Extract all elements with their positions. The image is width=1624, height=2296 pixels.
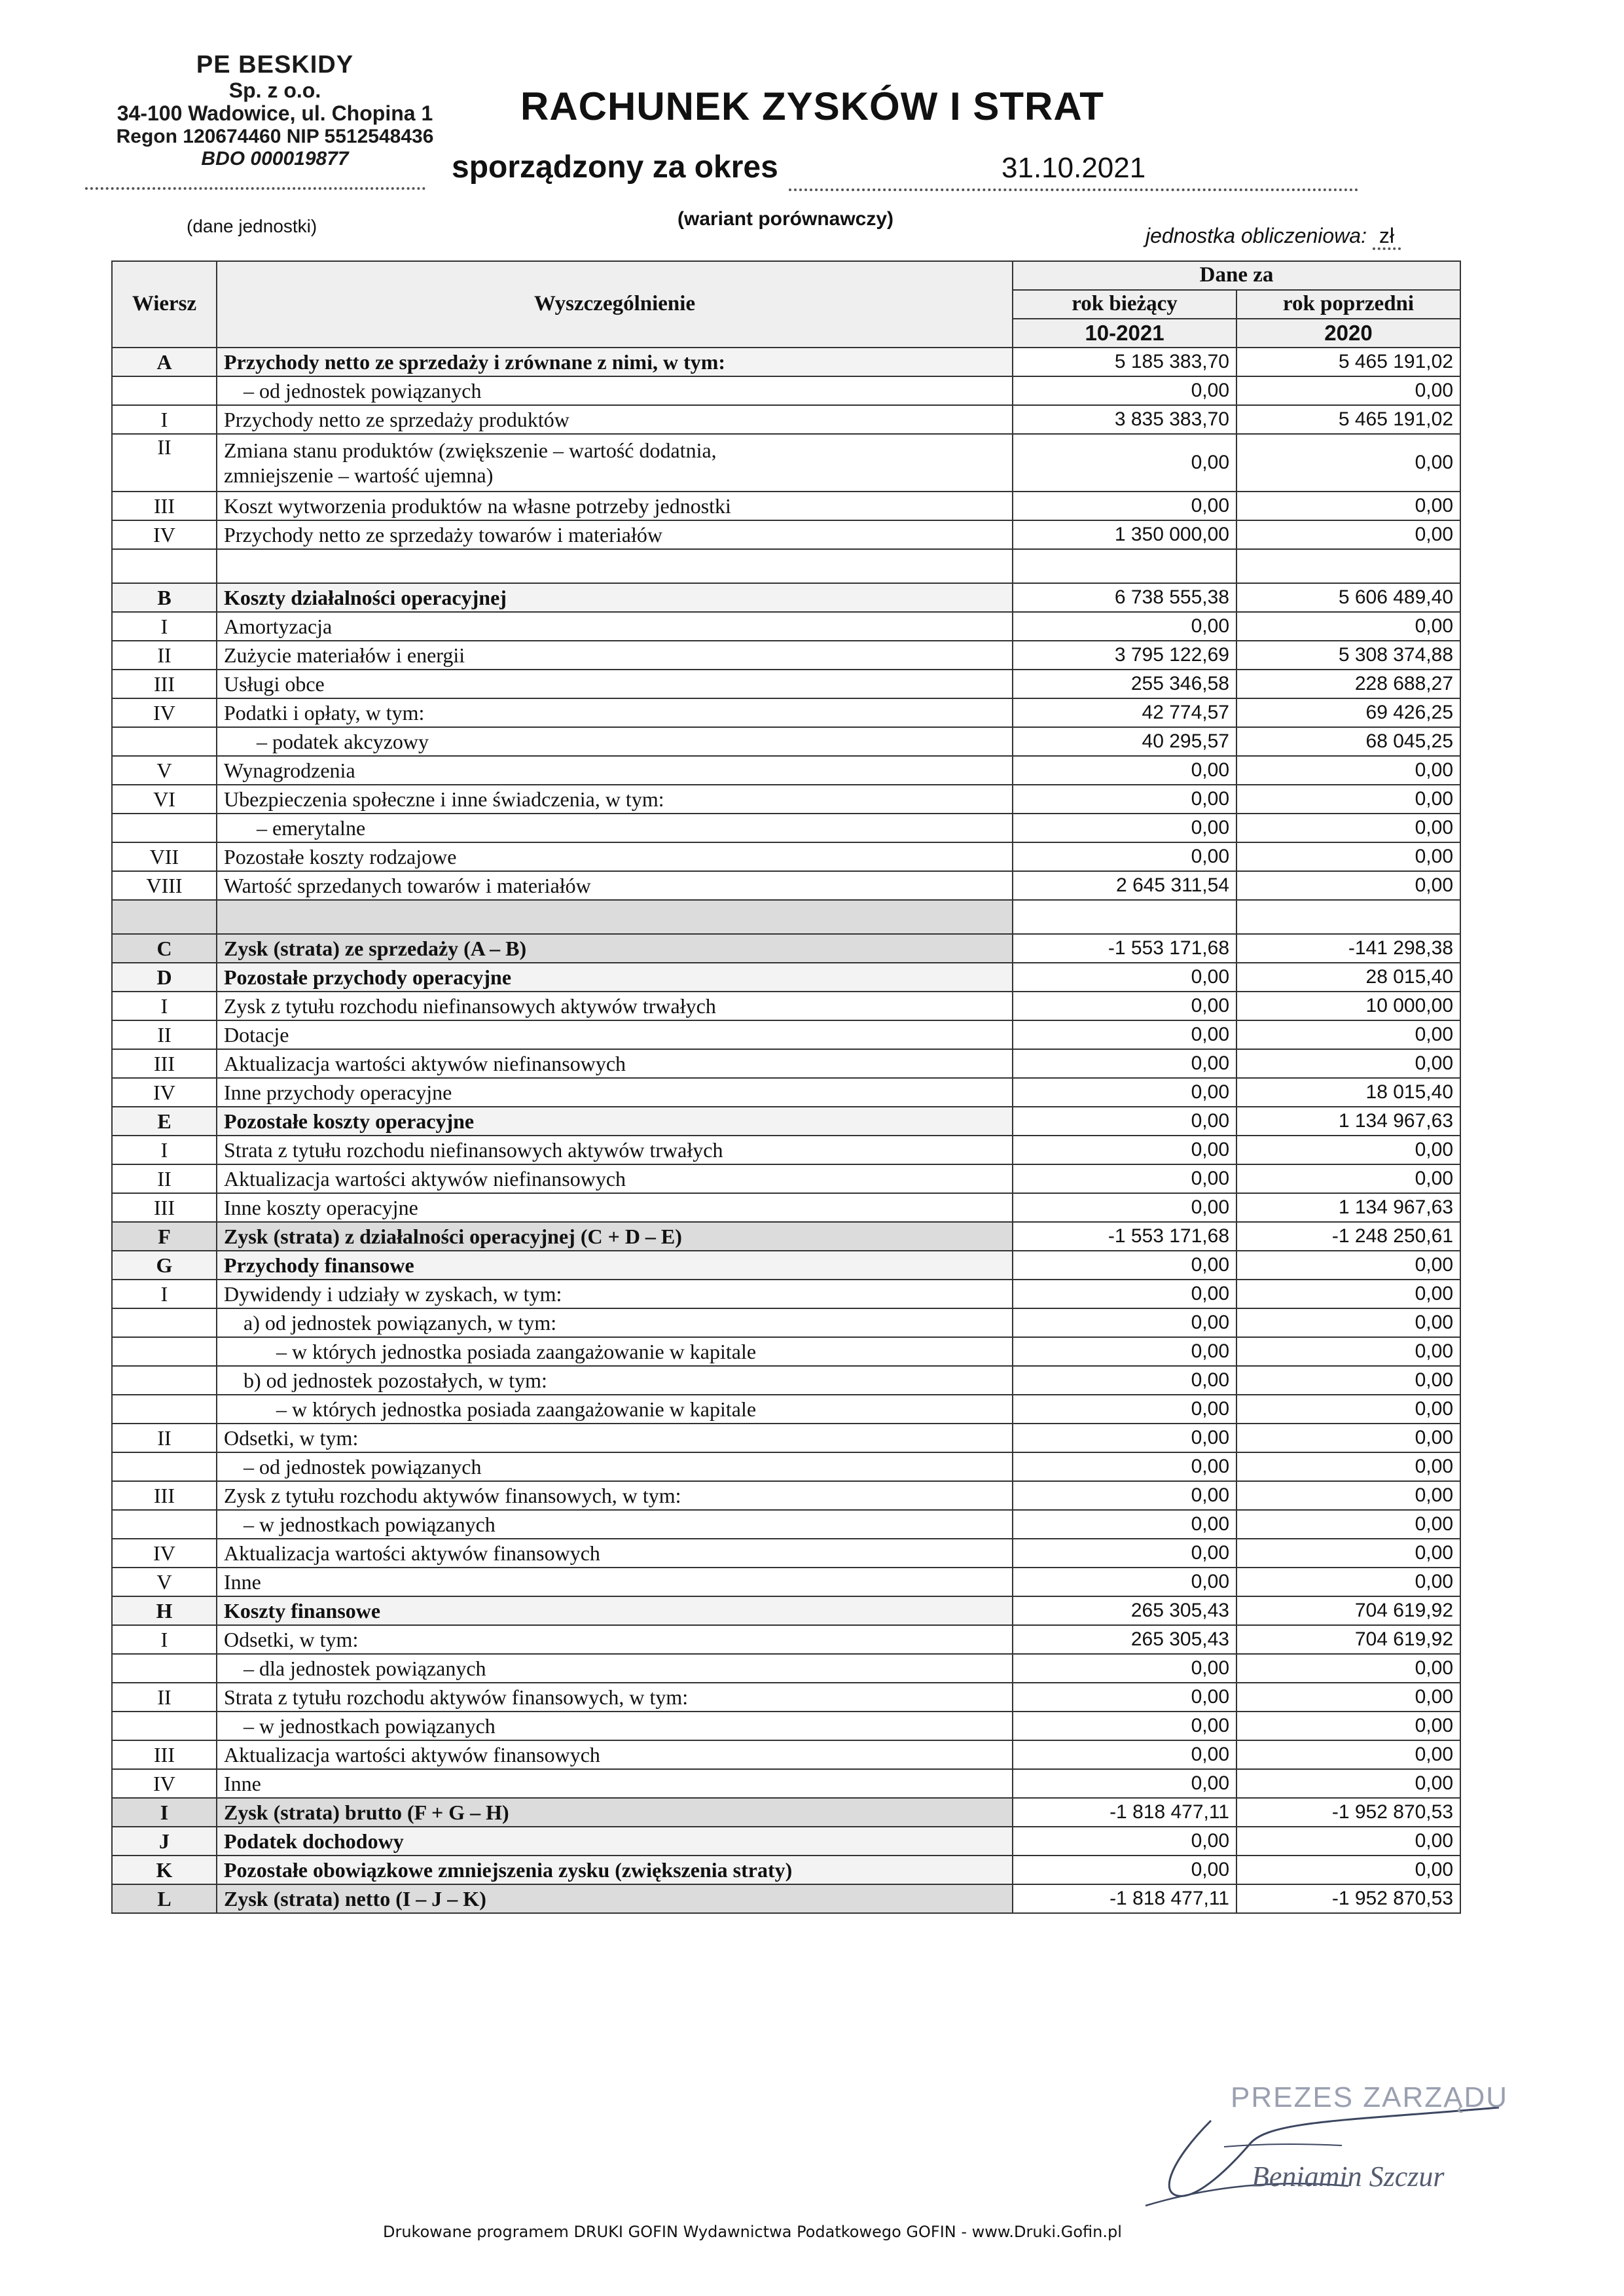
row-symbol: III xyxy=(112,1049,217,1078)
row-current: 0,00 xyxy=(1013,1395,1236,1424)
row-current: 0,00 xyxy=(1013,1136,1236,1164)
row-current: 0,00 xyxy=(1013,1827,1236,1856)
row-previous: 18 015,40 xyxy=(1236,1078,1460,1107)
row-previous: 0,00 xyxy=(1236,612,1460,641)
row-current: 42 774,57 xyxy=(1013,698,1236,727)
row-description: Zużycie materiałów i energii xyxy=(217,641,1013,670)
spacer-row xyxy=(112,900,1460,934)
row-symbol: F xyxy=(112,1222,217,1251)
variant-label: (wariant porównawczy) xyxy=(677,208,894,230)
signature-name: Beniamin Szczur xyxy=(1252,2161,1445,2193)
row-description: Aktualizacja wartości aktywów finansowych xyxy=(217,1740,1013,1769)
row-current: 0,00 xyxy=(1013,376,1236,405)
row-previous: 5 465 191,02 xyxy=(1236,405,1460,434)
row-symbol: V xyxy=(112,756,217,785)
row-previous: 0,00 xyxy=(1236,1856,1460,1884)
row-previous: 5 465 191,02 xyxy=(1236,348,1460,376)
table-row xyxy=(112,1856,1460,1884)
row-symbol: IV xyxy=(112,1769,217,1798)
table-row xyxy=(112,1827,1460,1856)
row-current: 0,00 xyxy=(1013,842,1236,871)
row-symbol: J xyxy=(112,1827,217,1856)
table-row xyxy=(112,785,1460,814)
row-previous: 5 308 374,88 xyxy=(1236,641,1460,670)
row-symbol: III xyxy=(112,492,217,520)
row-previous: 0,00 xyxy=(1236,1769,1460,1798)
row-description: Podatek dochodowy xyxy=(217,1827,1013,1856)
row-current: 255 346,58 xyxy=(1013,670,1236,698)
row-current: 0,00 xyxy=(1013,1856,1236,1884)
row-previous: -141 298,38 xyxy=(1236,934,1460,963)
row-description: Aktualizacja wartości aktywów finansowych xyxy=(217,1539,1013,1568)
row-current: -1 818 477,11 xyxy=(1013,1798,1236,1827)
row-previous: 68 045,25 xyxy=(1236,727,1460,756)
table-row xyxy=(112,1193,1460,1222)
row-symbol: IV xyxy=(112,698,217,727)
header-previous-year: rok poprzedni xyxy=(1236,290,1460,319)
table-row xyxy=(112,814,1460,842)
row-description: Strata z tytułu rozchodu niefinansowych aktywów trwałych xyxy=(217,1136,1013,1164)
row-previous: -1 952 870,53 xyxy=(1236,1884,1460,1913)
row-description: Wartość sprzedanych towarów i materiałów xyxy=(217,871,1013,900)
row-description: Koszty finansowe xyxy=(217,1596,1013,1625)
table-row xyxy=(112,842,1460,871)
row-previous: 0,00 xyxy=(1236,785,1460,814)
row-current: 0,00 xyxy=(1013,1510,1236,1539)
table-row xyxy=(112,376,1460,405)
row-description: Inne przychody operacyjne xyxy=(217,1078,1013,1107)
row-previous: 0,00 xyxy=(1236,1337,1460,1366)
row-description: Zysk (strata) netto (I – J – K) xyxy=(217,1884,1013,1913)
row-symbol: VII xyxy=(112,842,217,871)
table-row xyxy=(112,1280,1460,1308)
row-symbol: IV xyxy=(112,1539,217,1568)
unit-caption: jednostka obliczeniowa: xyxy=(1146,224,1367,247)
row-description: Inne koszty operacyjne xyxy=(217,1193,1013,1222)
row-description: Zysk (strata) brutto (F + G – H) xyxy=(217,1798,1013,1827)
table-row xyxy=(112,434,1460,492)
row-previous: 0,00 xyxy=(1236,1136,1460,1164)
row-current: 0,00 xyxy=(1013,1481,1236,1510)
row-current: 265 305,43 xyxy=(1013,1596,1236,1625)
row-previous: 0,00 xyxy=(1236,1049,1460,1078)
row-previous: -1 952 870,53 xyxy=(1236,1798,1460,1827)
row-current: 2 645 311,54 xyxy=(1013,871,1236,900)
row-description: – w których jednostka posiada zaangażowanie w kapitale xyxy=(217,1395,1013,1424)
row-symbol xyxy=(112,1712,217,1740)
row-description: Strata z tytułu rozchodu aktywów finansowych, w tym: xyxy=(217,1683,1013,1712)
table-row xyxy=(112,520,1460,549)
table-row xyxy=(112,641,1460,670)
row-symbol: III xyxy=(112,670,217,698)
table-row xyxy=(112,1424,1460,1452)
row-previous: 0,00 xyxy=(1236,1395,1460,1424)
row-description: Pozostałe obowiązkowe zmniejszenia zysku (zwiększenia straty) xyxy=(217,1856,1013,1884)
row-symbol: D xyxy=(112,963,217,992)
row-current: 0,00 xyxy=(1013,1193,1236,1222)
row-current: 5 185 383,70 xyxy=(1013,348,1236,376)
row-previous: 0,00 xyxy=(1236,842,1460,871)
row-previous: 0,00 xyxy=(1236,1251,1460,1280)
row-symbol: VIII xyxy=(112,871,217,900)
row-current: 0,00 xyxy=(1013,1683,1236,1712)
row-current: 0,00 xyxy=(1013,1712,1236,1740)
table-row xyxy=(112,612,1460,641)
row-symbol xyxy=(112,727,217,756)
table-row xyxy=(112,698,1460,727)
row-symbol xyxy=(112,1654,217,1683)
row-current: 0,00 xyxy=(1013,1280,1236,1308)
row-description: – od jednostek powiązanych xyxy=(217,376,1013,405)
row-description: Pozostałe przychody operacyjne xyxy=(217,963,1013,992)
income-statement-table xyxy=(111,260,1461,1914)
row-symbol: II xyxy=(112,1164,217,1193)
row-symbol xyxy=(112,814,217,842)
company-form: Sp. z o.o. xyxy=(228,78,321,102)
row-description: – w jednostkach powiązanych xyxy=(217,1712,1013,1740)
row-current: 0,00 xyxy=(1013,1366,1236,1395)
row-previous: 0,00 xyxy=(1236,1308,1460,1337)
table-row xyxy=(112,670,1460,698)
table-row xyxy=(112,1337,1460,1366)
row-previous: 1 134 967,63 xyxy=(1236,1193,1460,1222)
table-row xyxy=(112,1712,1460,1740)
table-row xyxy=(112,1740,1460,1769)
row-symbol xyxy=(112,1308,217,1337)
row-description: Przychody netto ze sprzedaży produktów xyxy=(217,405,1013,434)
row-symbol: I xyxy=(112,1280,217,1308)
header-row-number: Wiersz xyxy=(112,261,217,348)
row-current: 0,00 xyxy=(1013,1308,1236,1337)
row-previous: 228 688,27 xyxy=(1236,670,1460,698)
row-previous: 0,00 xyxy=(1236,1020,1460,1049)
row-current: 0,00 xyxy=(1013,963,1236,992)
row-symbol: II xyxy=(112,641,217,670)
row-description: Przychody netto ze sprzedaży towarów i materiałów xyxy=(217,520,1013,549)
row-description: Dywidendy i udziały w zyskach, w tym: xyxy=(217,1280,1013,1308)
row-description: Pozostałe koszty rodzajowe xyxy=(217,842,1013,871)
table-row xyxy=(112,871,1460,900)
row-symbol: K xyxy=(112,1856,217,1884)
row-description: Zysk (strata) z działalności operacyjnej (C + D – E) xyxy=(217,1222,1013,1251)
row-current: 1 350 000,00 xyxy=(1013,520,1236,549)
row-symbol: III xyxy=(112,1740,217,1769)
row-previous: 0,00 xyxy=(1236,1712,1460,1740)
row-current: 0,00 xyxy=(1013,814,1236,842)
document-title: RACHUNEK ZYSKÓW I STRAT xyxy=(520,84,1104,128)
row-previous: 10 000,00 xyxy=(1236,992,1460,1020)
row-previous: 0,00 xyxy=(1236,1827,1460,1856)
company-address: 34-100 Wadowice, ul. Chopina 1 xyxy=(117,101,433,126)
row-symbol: V xyxy=(112,1568,217,1596)
row-current: 0,00 xyxy=(1013,1164,1236,1193)
row-symbol xyxy=(112,1510,217,1539)
table-row xyxy=(112,1164,1460,1193)
table-row xyxy=(112,727,1460,756)
table-row xyxy=(112,1683,1460,1712)
table-row xyxy=(112,583,1460,612)
period-dotted-line xyxy=(789,188,1358,191)
row-description: Odsetki, w tym: xyxy=(217,1424,1013,1452)
row-symbol: I xyxy=(112,1625,217,1654)
row-previous: 0,00 xyxy=(1236,814,1460,842)
table-row xyxy=(112,492,1460,520)
row-previous: 0,00 xyxy=(1236,1654,1460,1683)
table-row xyxy=(112,405,1460,434)
row-symbol: I xyxy=(112,612,217,641)
row-symbol xyxy=(112,1395,217,1424)
row-description: Odsetki, w tym: xyxy=(217,1625,1013,1654)
row-previous: 1 134 967,63 xyxy=(1236,1107,1460,1136)
row-description: – od jednostek powiązanych xyxy=(217,1452,1013,1481)
row-current: 0,00 xyxy=(1013,1337,1236,1366)
row-current: 0,00 xyxy=(1013,1049,1236,1078)
row-description: – podatek akcyzowy xyxy=(217,727,1013,756)
row-description: Amortyzacja xyxy=(217,612,1013,641)
row-description: Usługi obce xyxy=(217,670,1013,698)
row-current: 265 305,43 xyxy=(1013,1625,1236,1654)
table-row xyxy=(112,756,1460,785)
row-current: 0,00 xyxy=(1013,492,1236,520)
header-current-year-value: 10-2021 xyxy=(1013,319,1236,348)
row-symbol: L xyxy=(112,1884,217,1913)
row-current: 0,00 xyxy=(1013,1769,1236,1798)
row-symbol: A xyxy=(112,348,217,376)
row-previous: 0,00 xyxy=(1236,1683,1460,1712)
table-row xyxy=(112,934,1460,963)
table-row xyxy=(112,1510,1460,1539)
row-description: Inne xyxy=(217,1769,1013,1798)
row-symbol xyxy=(112,1452,217,1481)
row-previous: 0,00 xyxy=(1236,492,1460,520)
table-row xyxy=(112,1308,1460,1337)
row-description: Przychody finansowe xyxy=(217,1251,1013,1280)
row-previous: 0,00 xyxy=(1236,1424,1460,1452)
row-symbol: IV xyxy=(112,520,217,549)
row-description: Koszty działalności operacyjnej xyxy=(217,583,1013,612)
row-symbol: H xyxy=(112,1596,217,1625)
row-description: – w jednostkach powiązanych xyxy=(217,1510,1013,1539)
row-previous: 704 619,92 xyxy=(1236,1625,1460,1654)
row-previous: 0,00 xyxy=(1236,376,1460,405)
row-previous: 0,00 xyxy=(1236,1539,1460,1568)
row-description: Zysk (strata) ze sprzedaży (A – B) xyxy=(217,934,1013,963)
table-row xyxy=(112,1452,1460,1481)
row-current: 0,00 xyxy=(1013,1452,1236,1481)
row-current: 40 295,57 xyxy=(1013,727,1236,756)
row-current: 0,00 xyxy=(1013,1251,1236,1280)
row-description xyxy=(217,434,1013,492)
company-ids: Regon 120674460 NIP 5512548436 xyxy=(116,126,434,148)
table-row xyxy=(112,348,1460,376)
row-symbol: G xyxy=(112,1251,217,1280)
footer-note: Drukowane programem DRUKI GOFIN Wydawnictwa Podatkowego GOFIN - www.Druki.Gofin.pl xyxy=(383,2223,1122,2241)
row-symbol: B xyxy=(112,583,217,612)
row-symbol: C xyxy=(112,934,217,963)
header-data-for: Dane za xyxy=(1013,261,1460,290)
company-caption: (dane jednostki) xyxy=(187,216,317,236)
row-symbol: II xyxy=(112,1020,217,1049)
signature-title: PREZES ZARZĄDU xyxy=(1231,2081,1509,2113)
row-current: 0,00 xyxy=(1013,785,1236,814)
table-row xyxy=(112,1884,1460,1913)
row-previous: 0,00 xyxy=(1236,1366,1460,1395)
row-current: 0,00 xyxy=(1013,1654,1236,1683)
row-previous: 0,00 xyxy=(1236,1510,1460,1539)
row-symbol: III xyxy=(112,1481,217,1510)
row-current: -1 553 171,68 xyxy=(1013,1222,1236,1251)
table-row xyxy=(112,1049,1460,1078)
company-stamp xyxy=(92,51,458,170)
table-row xyxy=(112,1539,1460,1568)
unit-value: zł xyxy=(1373,224,1401,250)
document-subtitle: sporządzony za okres xyxy=(452,150,778,185)
row-description: a) od jednostek powiązanych, w tym: xyxy=(217,1308,1013,1337)
table-row xyxy=(112,1625,1460,1654)
row-description: b) od jednostek pozostałych, w tym: xyxy=(217,1366,1013,1395)
table-row xyxy=(112,992,1460,1020)
row-description: Zysk z tytułu rozchodu aktywów finansowych, w tym: xyxy=(217,1481,1013,1510)
table-row xyxy=(112,1481,1460,1510)
row-description: Wynagrodzenia xyxy=(217,756,1013,785)
row-symbol: II xyxy=(112,434,217,492)
company-bdo: BDO 000019877 xyxy=(201,147,349,170)
unit-label xyxy=(1146,224,1401,248)
row-current: 0,00 xyxy=(1013,1078,1236,1107)
row-current: 0,00 xyxy=(1013,992,1236,1020)
period-value: 31.10.2021 xyxy=(1001,152,1146,184)
row-previous: 0,00 xyxy=(1236,1481,1460,1510)
row-description: Aktualizacja wartości aktywów niefinansowych xyxy=(217,1049,1013,1078)
table-row xyxy=(112,1078,1460,1107)
row-previous: 0,00 xyxy=(1236,434,1460,492)
header-description: Wyszczególnienie xyxy=(217,261,1013,348)
table-row xyxy=(112,1251,1460,1280)
row-current: -1 818 477,11 xyxy=(1013,1884,1236,1913)
row-previous: 0,00 xyxy=(1236,756,1460,785)
row-description: – emerytalne xyxy=(217,814,1013,842)
row-symbol: I xyxy=(112,992,217,1020)
row-current: 0,00 xyxy=(1013,1740,1236,1769)
table-row xyxy=(112,1222,1460,1251)
table-row xyxy=(112,1020,1460,1049)
table-row xyxy=(112,1798,1460,1827)
row-description: Zysk z tytułu rozchodu niefinansowych aktywów trwałych xyxy=(217,992,1013,1020)
row-current: 0,00 xyxy=(1013,434,1236,492)
row-current: 3 835 383,70 xyxy=(1013,405,1236,434)
row-current: 6 738 555,38 xyxy=(1013,583,1236,612)
row-previous: 0,00 xyxy=(1236,1452,1460,1481)
row-description: Pozostałe koszty operacyjne xyxy=(217,1107,1013,1136)
row-current: 3 795 122,69 xyxy=(1013,641,1236,670)
row-previous: 0,00 xyxy=(1236,871,1460,900)
row-previous: -1 248 250,61 xyxy=(1236,1222,1460,1251)
table-row xyxy=(112,1596,1460,1625)
row-current: 0,00 xyxy=(1013,1539,1236,1568)
table-row xyxy=(112,1136,1460,1164)
row-symbol xyxy=(112,376,217,405)
row-previous: 0,00 xyxy=(1236,1280,1460,1308)
row-symbol: III xyxy=(112,1193,217,1222)
row-current: 0,00 xyxy=(1013,612,1236,641)
table-row xyxy=(112,1769,1460,1798)
row-previous: 0,00 xyxy=(1236,1740,1460,1769)
table-row xyxy=(112,963,1460,992)
row-description: – dla jednostek powiązanych xyxy=(217,1654,1013,1683)
row-previous: 69 426,25 xyxy=(1236,698,1460,727)
row-symbol: I xyxy=(112,405,217,434)
row-current: 0,00 xyxy=(1013,756,1236,785)
row-previous: 704 619,92 xyxy=(1236,1596,1460,1625)
row-description: Podatki i opłaty, w tym: xyxy=(217,698,1013,727)
table-row xyxy=(112,1568,1460,1596)
header-previous-year-value: 2020 xyxy=(1236,319,1460,348)
row-current: 0,00 xyxy=(1013,1424,1236,1452)
row-symbol: II xyxy=(112,1424,217,1452)
row-description: – w których jednostka posiada zaangażowanie w kapitale xyxy=(217,1337,1013,1366)
row-symbol: E xyxy=(112,1107,217,1136)
row-previous: 0,00 xyxy=(1236,1568,1460,1596)
header-current-year: rok bieżący xyxy=(1013,290,1236,319)
row-description-line-1: Zmiana stanu produktów (zwiększenie – wartość dodatnia, xyxy=(224,438,717,462)
row-previous: 5 606 489,40 xyxy=(1236,583,1460,612)
row-previous: 0,00 xyxy=(1236,1164,1460,1193)
row-description: Przychody netto ze sprzedaży i zrównane z nimi, w tym: xyxy=(217,348,1013,376)
row-description: Inne xyxy=(217,1568,1013,1596)
row-description: Ubezpieczenia społeczne i inne świadczenia, w tym: xyxy=(217,785,1013,814)
row-current: 0,00 xyxy=(1013,1568,1236,1596)
table-row xyxy=(112,1654,1460,1683)
row-symbol xyxy=(112,1337,217,1366)
row-current: -1 553 171,68 xyxy=(1013,934,1236,963)
row-current: 0,00 xyxy=(1013,1020,1236,1049)
row-previous: 0,00 xyxy=(1236,520,1460,549)
company-dotted-line xyxy=(85,187,425,190)
row-previous: 28 015,40 xyxy=(1236,963,1460,992)
spacer-row xyxy=(112,549,1460,583)
row-description: Dotacje xyxy=(217,1020,1013,1049)
table-row xyxy=(112,1395,1460,1424)
row-symbol: I xyxy=(112,1798,217,1827)
row-description-line-2: zmniejszenie – wartość ujemna) xyxy=(224,463,494,487)
row-description: Aktualizacja wartości aktywów niefinansowych xyxy=(217,1164,1013,1193)
row-symbol: VI xyxy=(112,785,217,814)
row-symbol: I xyxy=(112,1136,217,1164)
row-symbol: IV xyxy=(112,1078,217,1107)
table-row xyxy=(112,1107,1460,1136)
row-symbol xyxy=(112,1366,217,1395)
company-name: PE BESKIDY xyxy=(196,51,354,79)
table-row xyxy=(112,1366,1460,1395)
row-description: Koszt wytworzenia produktów na własne potrzeby jednostki xyxy=(217,492,1013,520)
row-symbol: II xyxy=(112,1683,217,1712)
row-current: 0,00 xyxy=(1013,1107,1236,1136)
